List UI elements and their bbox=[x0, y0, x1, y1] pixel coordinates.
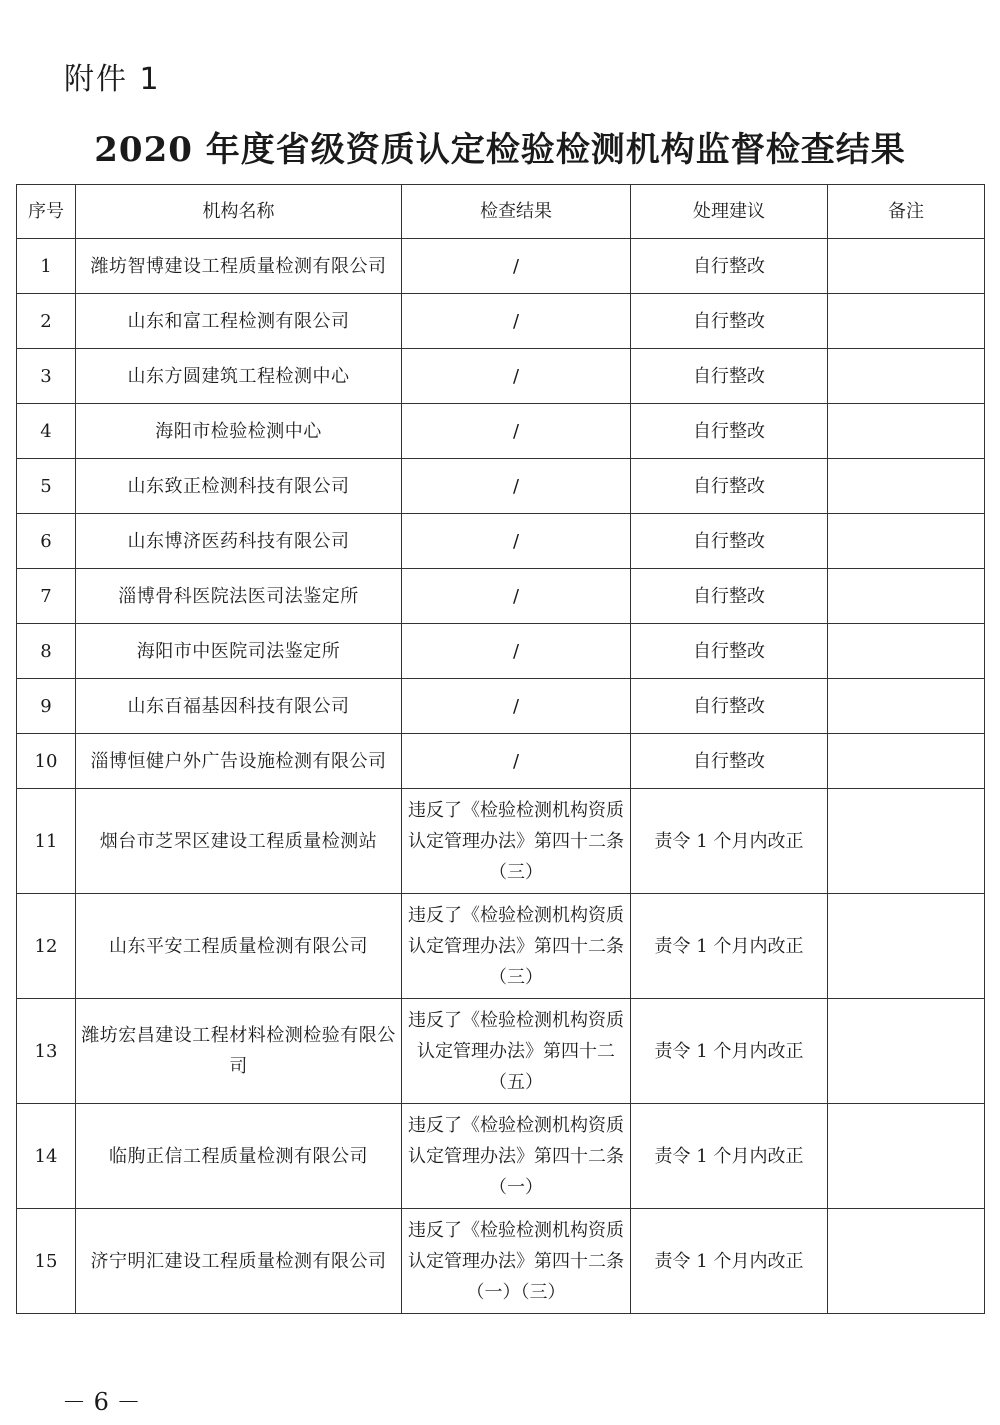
table-row bbox=[17, 734, 985, 789]
remark bbox=[828, 624, 985, 679]
handling-advice: 自行整改 bbox=[631, 514, 828, 569]
row-index: 9 bbox=[17, 679, 76, 734]
table-row bbox=[17, 1209, 985, 1314]
org-name: 临朐正信工程质量检测有限公司 bbox=[76, 1104, 402, 1209]
org-name: 淄博骨科医院法医司法鉴定所 bbox=[76, 569, 402, 624]
row-index: 2 bbox=[17, 294, 76, 349]
handling-advice: 责令 1 个月内改正 bbox=[631, 894, 828, 999]
remark bbox=[828, 349, 985, 404]
header-note: 备注 bbox=[828, 185, 985, 239]
row-index: 7 bbox=[17, 569, 76, 624]
row-index: 1 bbox=[17, 239, 76, 294]
handling-advice: 自行整改 bbox=[631, 294, 828, 349]
remark bbox=[828, 294, 985, 349]
org-name: 山东平安工程质量检测有限公司 bbox=[76, 894, 402, 999]
handling-advice: 自行整改 bbox=[631, 679, 828, 734]
remark bbox=[828, 789, 985, 894]
remark bbox=[828, 894, 985, 999]
inspection-result: / bbox=[402, 239, 631, 294]
inspection-result: 违反了《检验检测机构资质认定管理办法》第四十二 （五） bbox=[402, 999, 631, 1104]
page-number: － 6 － bbox=[62, 1388, 141, 1416]
table-row bbox=[17, 349, 985, 404]
table-row bbox=[17, 624, 985, 679]
table-row bbox=[17, 1104, 985, 1209]
table-row bbox=[17, 894, 985, 999]
remark bbox=[828, 999, 985, 1104]
handling-advice: 自行整改 bbox=[631, 349, 828, 404]
table-row bbox=[17, 679, 985, 734]
table-row bbox=[17, 459, 985, 514]
results-table bbox=[16, 184, 985, 1314]
table-row bbox=[17, 569, 985, 624]
row-index: 13 bbox=[17, 999, 76, 1104]
attachment-label: 附件 1 bbox=[64, 62, 161, 97]
row-index: 5 bbox=[17, 459, 76, 514]
inspection-result: 违反了《检验检测机构资质认定管理办法》第四十二条 （一） bbox=[402, 1104, 631, 1209]
row-index: 11 bbox=[17, 789, 76, 894]
org-name: 海阳市中医院司法鉴定所 bbox=[76, 624, 402, 679]
handling-advice: 自行整改 bbox=[631, 459, 828, 514]
row-index: 6 bbox=[17, 514, 76, 569]
row-index: 8 bbox=[17, 624, 76, 679]
row-index: 4 bbox=[17, 404, 76, 459]
org-name: 山东博济医药科技有限公司 bbox=[76, 514, 402, 569]
org-name: 山东和富工程检测有限公司 bbox=[76, 294, 402, 349]
handling-advice: 责令 1 个月内改正 bbox=[631, 1104, 828, 1209]
table-header-row bbox=[17, 185, 985, 239]
org-name: 山东方圆建筑工程检测中心 bbox=[76, 349, 402, 404]
org-name: 潍坊宏昌建设工程材料检测检验有限公司 bbox=[76, 999, 402, 1104]
org-name: 海阳市检验检测中心 bbox=[76, 404, 402, 459]
remark bbox=[828, 514, 985, 569]
inspection-result: / bbox=[402, 514, 631, 569]
handling-advice: 自行整改 bbox=[631, 239, 828, 294]
handling-advice: 责令 1 个月内改正 bbox=[631, 999, 828, 1104]
handling-advice: 自行整改 bbox=[631, 404, 828, 459]
document-title: 2020 年度省级资质认定检验检测机构监督检查结果 bbox=[94, 130, 906, 170]
org-name: 山东百福基因科技有限公司 bbox=[76, 679, 402, 734]
handling-advice: 自行整改 bbox=[631, 624, 828, 679]
inspection-result: / bbox=[402, 569, 631, 624]
remark bbox=[828, 1104, 985, 1209]
inspection-result: / bbox=[402, 294, 631, 349]
table-row bbox=[17, 239, 985, 294]
inspection-result: / bbox=[402, 459, 631, 514]
header-name: 机构名称 bbox=[76, 185, 402, 239]
header-index: 序号 bbox=[17, 185, 76, 239]
remark bbox=[828, 404, 985, 459]
table-row bbox=[17, 999, 985, 1104]
inspection-result: 违反了《检验检测机构资质认定管理办法》第四十二条（三） bbox=[402, 894, 631, 999]
table-row bbox=[17, 294, 985, 349]
row-index: 15 bbox=[17, 1209, 76, 1314]
header-advice: 处理建议 bbox=[631, 185, 828, 239]
inspection-result: / bbox=[402, 404, 631, 459]
remark bbox=[828, 459, 985, 514]
org-name: 烟台市芝罘区建设工程质量检测站 bbox=[76, 789, 402, 894]
inspection-result: / bbox=[402, 679, 631, 734]
handling-advice: 责令 1 个月内改正 bbox=[631, 1209, 828, 1314]
header-result: 检查结果 bbox=[402, 185, 631, 239]
handling-advice: 责令 1 个月内改正 bbox=[631, 789, 828, 894]
org-name: 潍坊智博建设工程质量检测有限公司 bbox=[76, 239, 402, 294]
inspection-result: / bbox=[402, 734, 631, 789]
table-row bbox=[17, 404, 985, 459]
row-index: 14 bbox=[17, 1104, 76, 1209]
remark bbox=[828, 1209, 985, 1314]
inspection-result: 违反了《检验检测机构资质认定管理办法》第四十二条（一）（三） bbox=[402, 1209, 631, 1314]
row-index: 12 bbox=[17, 894, 76, 999]
org-name: 济宁明汇建设工程质量检测有限公司 bbox=[76, 1209, 402, 1314]
inspection-result: / bbox=[402, 349, 631, 404]
handling-advice: 自行整改 bbox=[631, 734, 828, 789]
row-index: 3 bbox=[17, 349, 76, 404]
org-name: 山东致正检测科技有限公司 bbox=[76, 459, 402, 514]
remark bbox=[828, 679, 985, 734]
row-index: 10 bbox=[17, 734, 76, 789]
remark bbox=[828, 569, 985, 624]
org-name: 淄博恒健户外广告设施检测有限公司 bbox=[76, 734, 402, 789]
remark bbox=[828, 734, 985, 789]
table-row bbox=[17, 514, 985, 569]
inspection-result: 违反了《检验检测机构资质认定管理办法》第四十二条 （三） bbox=[402, 789, 631, 894]
inspection-result: / bbox=[402, 624, 631, 679]
table-row bbox=[17, 789, 985, 894]
handling-advice: 自行整改 bbox=[631, 569, 828, 624]
remark bbox=[828, 239, 985, 294]
